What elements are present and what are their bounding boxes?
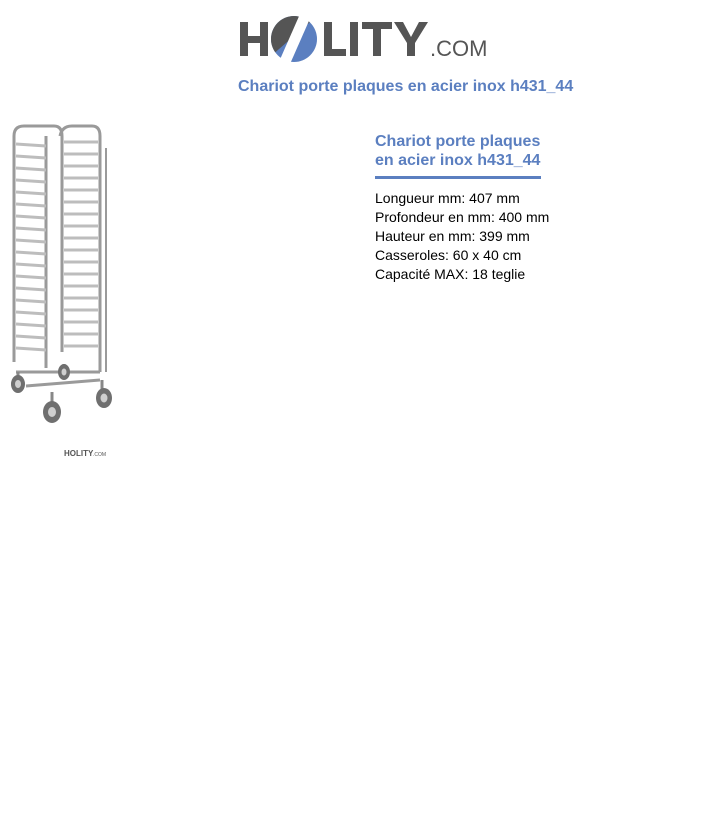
spec-pans: Casseroles: 60 x 40 cm [375, 247, 522, 263]
spec-list [375, 189, 675, 284]
logo-o-circle [271, 14, 317, 64]
spec-depth: Profondeur en mm: 400 mm [375, 209, 550, 225]
spec-height: Hauteur en mm: 399 mm [375, 228, 530, 244]
logo-letter-h [240, 22, 268, 56]
spec-capacity: Capacité MAX: 18 teglie [375, 266, 526, 282]
page-title: Chariot porte plaques en acier inox h431_44 [238, 78, 574, 95]
svg-text:.COM: .COM [93, 452, 107, 458]
spec-length: Longueur mm: 407 mm [375, 190, 520, 206]
trolley-runners-left [16, 144, 46, 350]
title-divider [375, 176, 541, 179]
logo-letters-lity [324, 22, 428, 56]
product-image[interactable] [6, 122, 118, 428]
product-info [375, 132, 675, 284]
product-title: Chariot porte plaques en acier inox h431_44 [375, 133, 541, 169]
logo-domain: .COM [430, 36, 488, 61]
holity-watermark [64, 448, 107, 458]
svg-text:HOLITY: HOLITY [64, 449, 94, 458]
trolley-runners-right [64, 142, 98, 346]
holity-logo[interactable] [238, 12, 488, 68]
